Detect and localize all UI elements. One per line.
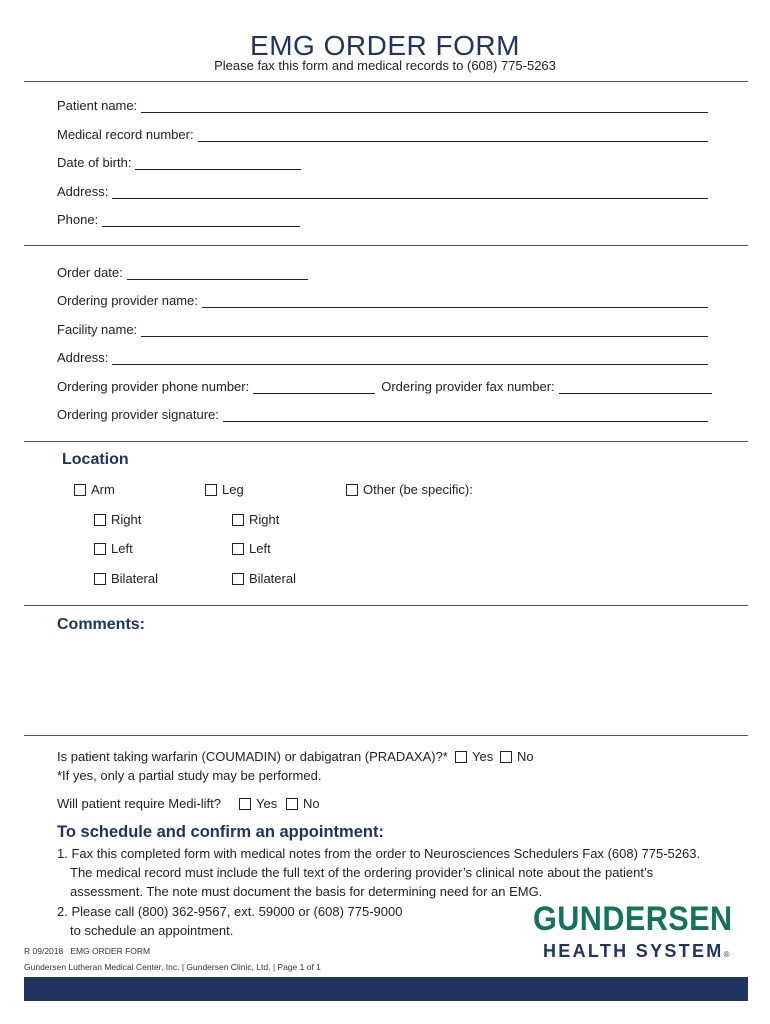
leg-left-label: Left [249,541,271,556]
schedule-heading: To schedule and confirm an appointment: [57,823,384,841]
step2-line1: 2. Please call (800) 362-9567, ext. 59000 or (608) 775-9000 [57,904,403,919]
partial-study-note: *If yes, only a partial study may be performed. [57,768,322,783]
arm-left-checkbox[interactable] [94,541,133,556]
leg-bilateral-label: Bilateral [249,571,296,586]
other-label: Other (be specific): [363,482,473,497]
comments-heading: Comments: [57,616,146,633]
warfarin-question: Is patient taking warfarin (COUMADIN) or dabigatran (PRADAXA)?* [57,749,448,764]
medilift-no-checkbox[interactable] [286,796,320,811]
provider-phone-label: Ordering provider phone number: [57,379,250,394]
step1-line1: 1. Fax this completed form with medical notes from the order to Neurosciences Schedulers Fax (608) 775-5263. [57,846,701,861]
signature-field[interactable] [223,407,708,422]
warfarin-no-label: No [517,749,534,764]
patient-name-row [57,93,708,113]
dob-field[interactable] [135,155,301,170]
provider-phone-field[interactable] [253,379,375,394]
fax-instruction: Please fax this form and medical records to (608) 775-5263 [214,58,556,73]
phone-field[interactable] [102,212,300,227]
arm-checkbox[interactable] [74,482,115,497]
phone-label: Phone: [57,212,99,227]
leg-right-checkbox[interactable] [232,512,279,527]
provider-name-label: Ordering provider name: [57,293,198,308]
other-checkbox[interactable] [346,482,473,497]
leg-bilateral-checkbox[interactable] [232,571,296,586]
registered-mark: ® [723,950,730,959]
order-date-field[interactable] [127,265,308,280]
dob-row [57,150,708,170]
form-title: EMG ORDER FORM [250,30,520,61]
organization-note: Gundersen Lutheran Medical Center, Inc. | Gundersen Clinic, Ltd. | Page 1 of 1 [24,962,321,972]
provider-name-row [57,288,708,308]
arm-bilateral-checkbox[interactable] [94,571,158,586]
checkbox-icon [239,798,251,810]
arm-right-label: Right [111,512,142,527]
arm-right-checkbox[interactable] [94,512,141,527]
patient-address-field[interactable] [112,184,708,199]
step2-line2: to schedule an appointment. [70,923,234,938]
order-address-field[interactable] [112,350,708,365]
arm-bilateral-label: Bilateral [111,571,158,586]
facility-row [57,317,708,337]
checkbox-icon [205,484,217,496]
step1-line3: assessment. The note must document the basis for determining need for an EMG. [70,884,543,899]
divider [24,735,748,736]
location-heading: Location [62,451,129,468]
mrn-label: Medical record number: [57,127,194,142]
order-date-row [57,260,708,280]
divider [24,81,748,82]
arm-left-label: Left [111,541,133,556]
checkbox-icon [346,484,358,496]
order-address-row [57,345,708,365]
checkbox-icon [232,573,244,585]
medilift-yes-checkbox[interactable] [239,796,277,811]
warfarin-yes-checkbox[interactable] [455,749,493,764]
arm-label: Arm [91,482,115,497]
provider-name-field[interactable] [202,293,708,308]
medilift-question: Will patient require Medi-lift? [57,796,222,811]
logo-tagline-wrap [543,940,729,966]
checkbox-icon [94,543,106,555]
facility-label: Facility name: [57,322,138,337]
footer-bar [24,977,748,1001]
facility-field[interactable] [141,322,708,337]
checkbox-icon [500,751,512,763]
phone-row [57,207,708,227]
divider [24,441,748,442]
mrn-field[interactable] [198,127,708,142]
step1-line2: The medical record must include the full text of the ordering provider’s clinical note about the patient’s [70,865,654,880]
checkbox-icon [286,798,298,810]
signature-row [57,402,708,422]
order-address-label: Address: [57,350,109,365]
checkbox-icon [232,514,244,526]
patient-address-row [57,179,708,199]
patient-address-label: Address: [57,184,109,199]
leg-checkbox[interactable] [205,482,244,497]
signature-label: Ordering provider signature: [57,407,219,422]
comments-area[interactable] [57,640,747,732]
medilift-no-label: No [303,796,320,811]
warfarin-yes-label: Yes [472,749,494,764]
leg-right-label: Right [249,512,280,527]
provider-contact-row [57,374,712,394]
divider [24,605,748,606]
checkbox-icon [232,543,244,555]
warfarin-no-checkbox[interactable] [500,749,534,764]
leg-left-checkbox[interactable] [232,541,271,556]
patient-name-label: Patient name: [57,98,138,113]
gundersen-logo [533,900,733,966]
mrn-row [57,122,708,142]
logo-wordmark: GUNDERSEN [533,900,733,938]
checkbox-icon [74,484,86,496]
order-date-label: Order date: [57,265,123,280]
provider-fax-field[interactable] [559,379,712,394]
provider-fax-label: Ordering provider fax number: [381,379,555,394]
patient-name-field[interactable] [141,98,708,113]
medilift-yes-label: Yes [256,796,278,811]
checkbox-icon [94,514,106,526]
divider [24,245,748,246]
leg-label: Leg [222,482,244,497]
checkbox-icon [455,751,467,763]
logo-tagline: HEALTH SYSTEM [543,941,724,961]
checkbox-icon [94,573,106,585]
dob-label: Date of birth: [57,155,132,170]
revision-note: R 09/2018 EMG ORDER FORM [24,946,151,956]
